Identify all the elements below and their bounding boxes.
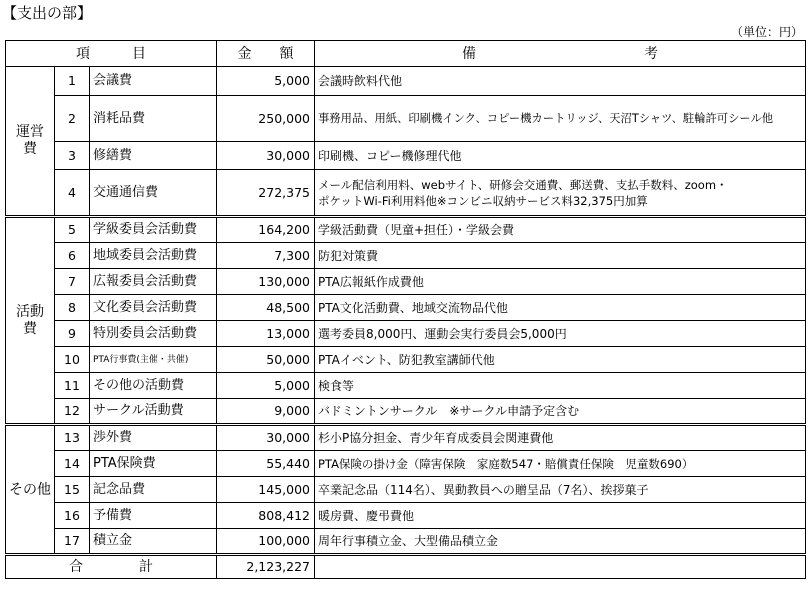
row-note: 卒業記念品（114名）、異動教員への贈呈品（7名）、挨拶菓子 [315, 477, 806, 503]
table-row [6, 373, 806, 399]
row-amount: 808,412 [217, 503, 315, 529]
row-amount: 272,375 [217, 170, 315, 217]
row-number: 13 [55, 425, 90, 451]
total-label: 合 計 [6, 555, 217, 579]
row-amount: 145,000 [217, 477, 315, 503]
row-number: 9 [55, 321, 90, 347]
row-number: 2 [55, 96, 90, 142]
total-note [315, 555, 806, 579]
row-number: 3 [55, 142, 90, 170]
category-katsudo: 活動 費 [6, 217, 55, 425]
row-item: 広報委員会活動費 [90, 269, 217, 295]
total-row [6, 555, 806, 579]
table-row [6, 142, 806, 170]
row-item: 消耗品費 [90, 96, 217, 142]
table-row [6, 67, 806, 96]
table-row [6, 295, 806, 321]
table-row [6, 425, 806, 451]
row-amount: 5,000 [217, 67, 315, 96]
row-item: その他の活動費 [90, 373, 217, 399]
row-item: 特別委員会活動費 [90, 321, 217, 347]
row-note: メール配信利用料、webサイト、研修会交通費、郵送費、支払手数料、zoom・ ポケットWi-Fi利用料他※コンビニ収納サービス料32,375円加算 [315, 170, 806, 217]
row-item: サークル活動費 [90, 399, 217, 425]
row-number: 15 [55, 477, 90, 503]
row-amount: 9,000 [217, 399, 315, 425]
row-item: 文化委員会活動費 [90, 295, 217, 321]
row-note: 事務用品、用紙、印刷機インク、コピー機カートリッジ、天沼Tシャツ、駐輪許可シール他 [315, 96, 806, 142]
table-row [6, 321, 806, 347]
row-number: 17 [55, 529, 90, 555]
row-number: 8 [55, 295, 90, 321]
table-row [6, 243, 806, 269]
row-item: 交通通信費 [90, 170, 217, 217]
row-amount: 50,000 [217, 347, 315, 373]
row-number: 11 [55, 373, 90, 399]
row-item: 学級委員会活動費 [90, 217, 217, 243]
row-number: 12 [55, 399, 90, 425]
row-item: PTA保険費 [90, 451, 217, 477]
row-number: 4 [55, 170, 90, 217]
row-note: 暖房費、慶弔費他 [315, 503, 806, 529]
table-row [6, 451, 806, 477]
row-amount: 100,000 [217, 529, 315, 555]
row-item: 会議費 [90, 67, 217, 96]
row-number: 16 [55, 503, 90, 529]
row-amount: 130,000 [217, 269, 315, 295]
row-amount: 164,200 [217, 217, 315, 243]
row-number: 5 [55, 217, 90, 243]
table-row [6, 96, 806, 142]
row-item: 地域委員会活動費 [90, 243, 217, 269]
row-note: バドミントンサークル ※サークル申請予定含む [315, 399, 806, 425]
header-note: 備 考 [315, 41, 806, 67]
row-note: 選考委員8,000円、運動会実行委員会5,000円 [315, 321, 806, 347]
row-amount: 48,500 [217, 295, 315, 321]
row-note: 周年行事積立金、大型備品積立金 [315, 529, 806, 555]
row-amount: 5,000 [217, 373, 315, 399]
category-unei: 運営 費 [6, 67, 55, 217]
table-row [6, 170, 806, 217]
row-number: 14 [55, 451, 90, 477]
header-item: 項 目 [6, 41, 217, 67]
row-item: 積立金 [90, 529, 217, 555]
row-note: 検食等 [315, 373, 806, 399]
category-sonota: その他 [6, 425, 55, 555]
row-amount: 30,000 [217, 425, 315, 451]
row-number: 6 [55, 243, 90, 269]
row-amount: 13,000 [217, 321, 315, 347]
row-item: 記念品費 [90, 477, 217, 503]
row-item: 渉外費 [90, 425, 217, 451]
section-title: 【支出の部】 [2, 4, 93, 22]
row-amount: 7,300 [217, 243, 315, 269]
row-note: 杉小P協分担金、青少年育成委員会関連費他 [315, 425, 806, 451]
header-amount: 金 額 [217, 41, 315, 67]
row-number: 1 [55, 67, 90, 96]
row-note: 会議時飲料代他 [315, 67, 806, 96]
table-row [6, 477, 806, 503]
row-amount: 250,000 [217, 96, 315, 142]
table-row [6, 347, 806, 373]
unit-label: （単位：円） [730, 25, 803, 39]
row-note: PTA広報紙作成費他 [315, 269, 806, 295]
row-number: 7 [55, 269, 90, 295]
table-row [6, 503, 806, 529]
table-row [6, 217, 806, 243]
total-amount: 2,123,227 [217, 555, 315, 579]
row-note: PTAイベント、防犯教室講師代他 [315, 347, 806, 373]
row-note: 防犯対策費 [315, 243, 806, 269]
row-note: PTA保険の掛け金（障害保険 家庭数547・賠償責任保険 児童数690） [315, 451, 806, 477]
row-item: 予備費 [90, 503, 217, 529]
row-number: 10 [55, 347, 90, 373]
row-amount: 55,440 [217, 451, 315, 477]
table-row [6, 269, 806, 295]
header-row [6, 41, 806, 67]
row-item: 修繕費 [90, 142, 217, 170]
table-row [6, 399, 806, 425]
row-item: PTA行事費(主催・共催) [90, 347, 217, 373]
row-note: PTA文化活動費、地域交流物品代他 [315, 295, 806, 321]
row-note: 学級活動費（児童+担任）・学級会費 [315, 217, 806, 243]
row-note: 印刷機、コピー機修理代他 [315, 142, 806, 170]
row-amount: 30,000 [217, 142, 315, 170]
expenditure-table [5, 40, 806, 579]
table-row [6, 529, 806, 555]
